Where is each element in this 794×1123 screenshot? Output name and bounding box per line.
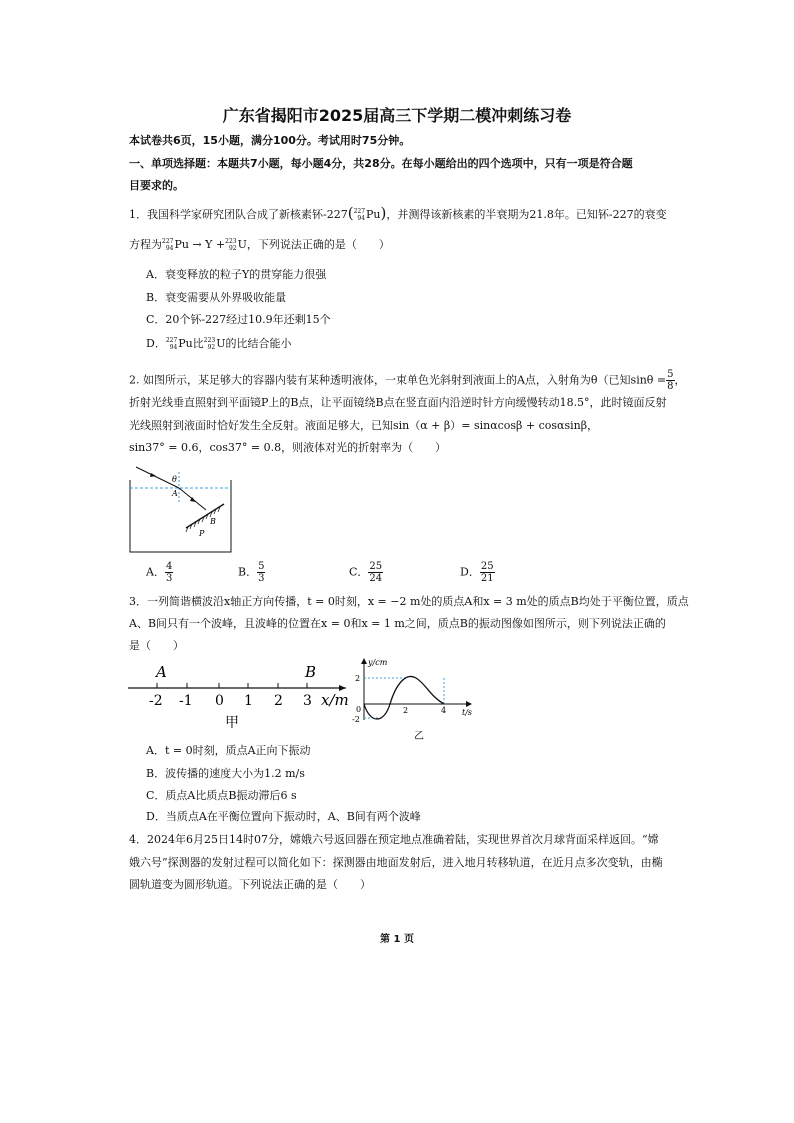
q3-figure-yi: [348, 656, 480, 742]
jia-tick-label: 2: [274, 693, 283, 709]
yi-t-arrow: [466, 701, 472, 707]
q2-stem-line2: 折射光线垂直照射到平面镜P上的B点，让平面镜绕B点在竖直面内沿逆时针方向缓慢转动18.5°，此时镜面反射: [129, 396, 667, 409]
label-p: P: [199, 529, 205, 538]
q1-paren-open: (: [347, 204, 354, 222]
q1-stem-line1: 1．我国科学家研究团队合成了新核素钚-227( 227 94 Pu)，并测得该新核素的半衰期为21.8年。已知钚-227的衰变: [129, 204, 667, 222]
q3-stem-line2: A、B间只有一个波峰，且波峰的位置在x = 0和x = 1 m之间，质点B的振动图像如图所示，则下列说法正确的: [129, 617, 666, 630]
jia-tick-label: 3: [303, 693, 312, 709]
yi-caption: 乙: [414, 731, 424, 742]
q3-stem-line1: 3．一列简谐横波沿x轴正方向传播，t = 0时刻，x = −2 m处的质点A和x = 3 m处的质点B均处于平衡位置，质点: [129, 595, 689, 608]
q2-stem-line3: 光线照射到液面时恰好发生全反射。液面足够大，已知sin（α + β）= sinαcosβ + cosαsinβ，: [129, 419, 599, 432]
yi-t-tick-2: 2: [403, 706, 409, 715]
q1-eq-mid: Pu → Y +: [174, 238, 226, 251]
q2-option-d: D． $\frac{25}{21}$: [460, 561, 494, 584]
q4-stem-line3: 圆轨道变为圆形轨道。下列说法正确的是（ ）: [129, 878, 371, 891]
yi-y-arrow: [361, 658, 367, 664]
jia-tick-label: -2: [149, 693, 163, 709]
q1-eq-isotope-u: 223 92: [225, 238, 237, 252]
q4-stem-line2: 娥六号”探测器的发射过程可以简化如下：探测器由地面发射后，进入地月转移轨道，在近月点多次变轨，由椭: [129, 856, 663, 869]
q1-text-a: 1．我国科学家研究团队合成了新核素钚-227: [129, 208, 348, 221]
q1-option-b: B．衰变需要从外界吸收能量: [146, 291, 287, 304]
jia-caption: 甲: [225, 715, 239, 731]
q2-option-b: B． $\frac{5}{3}$: [238, 561, 265, 584]
q3-option-d: D．当质点A在平衡位置向下振动时，A、B间有两个波峰: [146, 810, 421, 823]
yi-t-tick-4: 4: [441, 706, 447, 715]
q3-option-b: B．波传播的速度大小为1.2 m/s: [146, 767, 305, 780]
q2-option-c: C． $\frac{25}{24}$: [349, 561, 383, 584]
jia-tick-label: 1: [244, 693, 253, 709]
q1-eq-end: U，下列说法正确的是（ ）: [237, 238, 390, 251]
q1-option-d: D． 227 94 Pu比 223 92 U的比结合能小: [146, 337, 292, 351]
q1-isotope-pu: 227 94: [353, 208, 366, 222]
page-footer: 第 1 页: [380, 934, 414, 945]
exam-intro: 本试卷共6页，15小题，满分100分。考试用时75分钟。: [129, 134, 411, 147]
q1-paren-close: ): [380, 204, 387, 222]
q3-option-c: C．质点A比质点B振动滞后6 s: [146, 789, 297, 802]
q2-stem-line4: sin37° = 0.6，cos37° = 0.8，则液体对光的折射率为（ ）: [129, 441, 447, 454]
jia-label-a: A: [156, 663, 167, 681]
jia-tick-label: 0: [215, 693, 224, 709]
q1-text-b: ，并测得该新核素的半衰期为21.8年。已知钚-227的衰变: [386, 208, 667, 221]
yi-y-tick-neg2: -2: [352, 715, 360, 724]
q2-container-figure: [126, 462, 238, 558]
q3-figure-jia: [128, 658, 350, 738]
yi-ylabel: y/cm: [368, 658, 388, 667]
q2-sin-fraction: $\frac{5}{8}$: [667, 369, 674, 392]
q4-stem-line1: 4．2024年6月25日14时07分，嫦娥六号返回器在预定地点准确着陆，实现世界首次月球背面采样返回。“嫦: [129, 833, 659, 846]
q1-option-c: C．20个钚-227经过10.9年还剩15个: [146, 313, 331, 326]
jia-ticks: [149, 683, 312, 709]
section1-heading-line1: 一、单项选择题：本题共7小题，每小题4分，共28分。在每小题给出的四个选项中，只有一项是符合题: [129, 157, 633, 170]
jia-axis-label: x/m: [321, 691, 349, 709]
jia-tick-label: -1: [179, 693, 193, 709]
q2-text-a: 2. 如图所示，某足够大的容器内装有某种透明液体，一束单色光斜射到液面上的A点，入射角为θ（已知sinθ =: [129, 373, 667, 387]
q3-option-a: A．t = 0时刻，质点A正向下振动: [146, 744, 311, 757]
q1-eq-isotope-pu: 227 94: [162, 238, 174, 252]
label-a: A: [172, 489, 178, 498]
q3-stem-line3: 是（ ）: [129, 639, 184, 652]
q1-option-a: A．衰变释放的粒子Y的贯穿能力很强: [146, 268, 327, 281]
yi-y-tick-2: 2: [355, 674, 361, 683]
q1-stem-line2: [129, 238, 390, 252]
yi-xlabel: t/s: [462, 708, 473, 717]
container-walls: [130, 480, 231, 552]
label-theta: θ: [172, 475, 177, 484]
q2-stem-line1: 2. 如图所示，某足够大的容器内装有某种透明液体，一束单色光斜射到液面上的A点，入射角为θ（已知sinθ = $\frac{5}{8}$ ，: [129, 369, 686, 392]
page-title: 广东省揭阳市2025届高三下学期二模冲刺练习卷: [222, 106, 572, 125]
q2-option-a: A． $\frac{4}{3}$: [146, 561, 173, 584]
section1-heading-line2: 目要求的。: [129, 179, 184, 192]
jia-label-b: B: [305, 663, 317, 681]
q1-text-c: 方程为: [129, 238, 162, 251]
yi-y-tick-0: 0: [356, 705, 362, 714]
label-b: B: [210, 517, 216, 526]
